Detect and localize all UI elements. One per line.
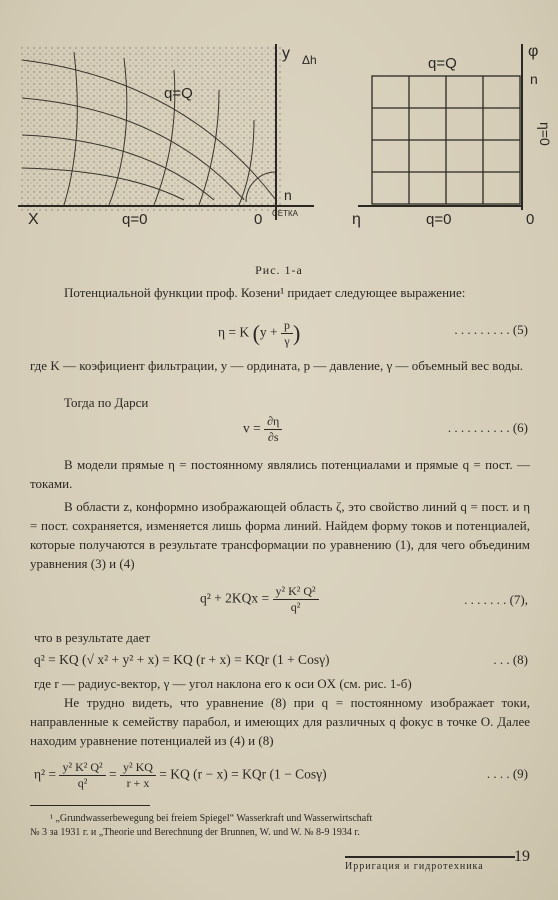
figure-left-grid bbox=[14, 40, 334, 230]
label-grid: СЕТКА bbox=[272, 209, 298, 218]
figure-right-grid bbox=[350, 40, 553, 230]
label-q-Q-left: q=Q bbox=[164, 85, 193, 102]
eq7-number: . . . . . . . (7), bbox=[464, 592, 528, 607]
paragraph-5: В области z, конформно изображающей область ζ, это свойство линий q = пост. и η = пост. сохраняется, изменяется лишь форма линий. Найдем форму токов и потенциалей, которые получаются в результате трансформации по уравнению (1), для чего объединим уравнения (3) и (4) bbox=[30, 499, 530, 571]
eq5-fraction: $\frac{p}{\gamma}$ bbox=[281, 318, 293, 349]
label-zero-right: 0 bbox=[526, 211, 535, 228]
equation-7 bbox=[200, 584, 319, 615]
eq8-number: . . . (8) bbox=[493, 652, 528, 667]
eq9-fraction-1: $\frac{\text{y² K² Q²}}{\text{q²}}$ bbox=[59, 760, 105, 791]
label-n-right: n bbox=[530, 71, 538, 87]
equation-9 bbox=[34, 760, 327, 791]
footer-journal: Ирригация и гидротехника bbox=[345, 856, 515, 872]
label-y: y bbox=[282, 45, 290, 62]
eq6-fraction: $\frac{\partial\eta}{\partial s}$ bbox=[264, 414, 282, 445]
eq9-mid: = bbox=[108, 766, 117, 782]
eq9-lhs: η² = bbox=[34, 766, 57, 782]
paragraph-8: Не трудно видеть, что уравнение (8) при q = постоянному изображает токи, направленные к семейству парабол, и имеющих для различных q фокус в точке O. Далее находим уравнение потенциалей из (4) и (8) bbox=[30, 695, 530, 748]
label-dh: Δh bbox=[302, 53, 317, 67]
label-phi: φ bbox=[528, 43, 539, 60]
paragraph-2: где K — коэфициент фильтрации, y — ордината, p — давление, γ — объемный вес воды. bbox=[30, 358, 524, 373]
label-n-left: n bbox=[284, 187, 292, 203]
label-eta: η bbox=[352, 211, 361, 228]
label-q-Q-right: q=Q bbox=[428, 55, 457, 72]
eq5-number: . . . . . . . . . (5) bbox=[454, 322, 528, 337]
label-q-0-right: q=0 bbox=[426, 211, 452, 228]
label-q-0-left: q=0 bbox=[122, 211, 148, 228]
footnote-rule bbox=[30, 805, 150, 806]
footnote-line-2: № 3 за 1931 г. и „Theorie und Berechnung der Brunnen, W. und W. № 8-9 1934 г. bbox=[30, 827, 360, 838]
paragraph-7: где r — радиус-вектор, γ — угол наклона его к оси OX (см. рис. 1-б) bbox=[34, 676, 412, 691]
eq6-number: . . . . . . . . . . (6) bbox=[447, 420, 528, 435]
eq7-lhs: q² + 2KQx = bbox=[200, 590, 270, 606]
paragraph-4: В модели прямые η = постоянному являлись потенциалами и прямые q = пост. — токами. bbox=[30, 457, 530, 491]
equation-5: η = K (y + $\frac{p}{\gamma}$ ) bbox=[218, 318, 301, 348]
label-eta-0: η=0 bbox=[537, 122, 553, 146]
eq5-lhs: η = K bbox=[218, 324, 250, 340]
eq7-fraction: $\frac{\text{y² K² Q²}}{\text{q²}}$ bbox=[273, 584, 319, 615]
footnote-line-1: ¹ „Grundwasserbewegung bei freiem Spiegel“ Wasserkraft und Wasserwirtschaft bbox=[50, 813, 373, 824]
eq9-number: . . . . (9) bbox=[486, 766, 528, 781]
eq9-fraction-2: $\frac{\text{y² KQ}}{r + x}$ bbox=[120, 760, 156, 791]
label-zero-left: 0 bbox=[254, 211, 263, 228]
label-x: X bbox=[28, 211, 39, 228]
eq9-rest: = KQ (r − x) = KQr (1 − Cosγ) bbox=[159, 766, 327, 782]
equation-8: q² = KQ (√ x² + y² + x) = KQ (r + x) = KQr (1 + Cosγ) bbox=[34, 652, 330, 667]
paragraph-3: Тогда по Дарси bbox=[64, 395, 149, 410]
figure-caption: Рис. 1-а bbox=[255, 263, 303, 277]
equation-6 bbox=[243, 414, 282, 445]
eq5-y: y + bbox=[259, 324, 278, 340]
page-number: 19 bbox=[514, 848, 530, 865]
paragraph-6: что в результате дает bbox=[34, 630, 151, 645]
eq6-lhs: v = bbox=[243, 420, 261, 436]
paragraph-1: Потенциальной функции проф. Козени¹ придает следующее выражение: bbox=[64, 285, 466, 300]
